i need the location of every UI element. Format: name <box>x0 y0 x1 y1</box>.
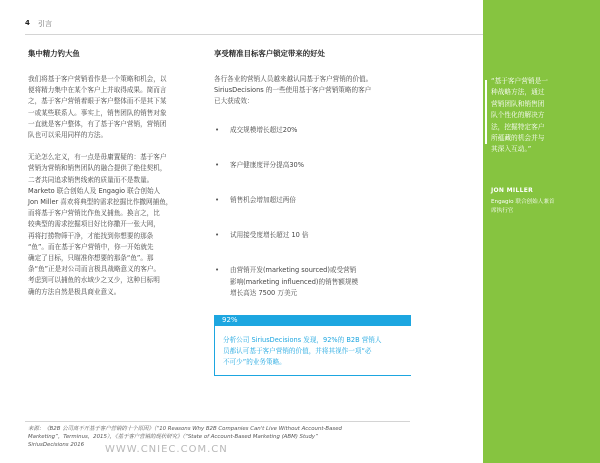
bullet-icon: • <box>215 231 220 240</box>
stat-description-line: 分析公司 SiriusDecisions 发现，92%的 B2B 营销人 <box>223 336 382 344</box>
paragraph <box>28 74 200 141</box>
paragraph-line: 确的方法自然是极具商业意义。 <box>28 287 121 296</box>
paragraph <box>28 152 200 298</box>
intro-paragraph <box>214 74 412 108</box>
paragraph-line: 确定了目标，只瞄准你想要的那条“鱼”。那 <box>28 254 154 263</box>
paragraph-line: 已大获成效： <box>214 97 254 106</box>
pull-quote-line: 所蕴藏的机会并与 <box>491 134 545 143</box>
paragraph-line: SiriusDecisions 的一些使用基于客户营销策略的客户 <box>214 86 372 95</box>
paragraph-line: 营销为营销和销售团队的融合提供了绝佳契机， <box>28 164 167 173</box>
list-item-text: 客户健康度评分提高30% <box>230 160 304 169</box>
quote-author-role <box>491 198 586 215</box>
paragraph-line: “鱼”。而在基于客户营销中，你一开始就先 <box>28 242 154 251</box>
quote-author-role-line: 席执行官 <box>491 207 514 214</box>
pull-quote-line: 其深入互动。” <box>491 145 532 154</box>
bullet-icon: • <box>215 266 220 275</box>
paragraph-line: 无论怎么定义，有一点是毋庸置疑的：基于客户 <box>28 153 167 162</box>
list-item <box>214 160 412 171</box>
pull-quote-line: 营销团队和销售团 <box>491 99 545 108</box>
list-item <box>214 265 412 299</box>
pull-quote-line: 队个性化的解决方 <box>491 111 545 120</box>
pull-quote <box>491 76 589 156</box>
section-title: 引言 <box>38 20 52 28</box>
stat-description <box>223 335 405 369</box>
list-item-text: 销售机会增加超过两倍 <box>230 196 296 205</box>
list-item <box>214 195 412 206</box>
pull-quote-line: “基于客户营销是一 <box>491 77 548 85</box>
footer-divider <box>25 421 410 422</box>
list-item <box>214 230 412 241</box>
paragraph-line: 考虑到可以捕鱼的水域少之又少，这种目标明 <box>28 276 160 285</box>
header-divider <box>25 34 493 35</box>
paragraph-line: 条“鱼”正是对公司而言极具战略意义的客户。 <box>28 265 161 274</box>
middle-column-heading: 享受精准目标客户锁定带来的好处 <box>214 49 325 58</box>
paragraph-line: Jon Miller 喜欢将典型的需求挖掘比作撒网捕鱼， <box>28 198 173 207</box>
paragraph-line: 而将基于客户营销比作鱼叉捕鱼。换言之，比 <box>28 209 160 218</box>
left-column-heading: 集中精力钓大鱼 <box>28 49 80 58</box>
footnote-line: SiriusDecisions 2016 <box>28 442 85 449</box>
paragraph-line: 队也可以采用同样的方法。 <box>28 131 108 140</box>
bullet-icon: • <box>215 196 220 205</box>
list-item-text: 试用接受度增长超过 10 倍 <box>230 231 309 240</box>
list-item-text: 成交规模增长超过20% <box>230 125 298 134</box>
paragraph-line: 一或某些联系人。事实上，销售团队的销售对象 <box>28 108 167 117</box>
quote-author-role-line: Engagio 联合创始人兼首 <box>491 199 555 205</box>
paragraph-line: 一直就是客户整体，有了基于客户营销，营销团 <box>28 119 167 128</box>
page-number: 4 <box>25 19 30 27</box>
stat-highlight-bar <box>214 315 411 326</box>
bullet-icon: • <box>215 160 220 169</box>
pull-quote-line: 种战略方法，通过 <box>491 88 545 97</box>
left-column <box>28 48 200 309</box>
stat-callout-box <box>214 326 411 376</box>
pull-quote-line: 法，挖掘特定客户 <box>491 122 545 131</box>
watermark-text: WWW.CNIEC.COM.CN <box>105 444 228 455</box>
list-item-text: 增长高达 7500 万美元 <box>230 288 298 297</box>
paragraph-line: 我们将基于客户营销看作是一个策略和机会，以 <box>28 75 167 83</box>
stat-description-line: 不可少”的业务策略。 <box>223 358 286 367</box>
paragraph-line: 之，基于客户营销着眼于客户整体而不是其下某 <box>28 97 167 106</box>
benefits-list <box>214 125 412 299</box>
stat-value: 92% <box>222 316 238 324</box>
stat-description-line: 员都认可基于客户营销的价值，并将其视作一项“必 <box>223 347 372 356</box>
quote-bar <box>485 80 487 144</box>
list-item-text: 由营销开发(marketing sourced)或受营销 <box>230 266 357 275</box>
footnote-line: 来源：《B2B 公司离不开基于客户营销的十个原因》（“10 Reasons Why B2B Companies Can't Live Without Account-Based <box>28 426 342 432</box>
paragraph-line: 二者共同追求销售线索的质量而不是数量。 <box>28 175 154 184</box>
footnote-line: Marketing”，Terminus，2015），《基于客户营销的现状研究》（“State of Account-Based Marketing (ABM) Study” <box>28 434 318 441</box>
bullet-icon: • <box>215 125 220 134</box>
paragraph-line: Marketo 联合创始人及 Engagio 联合创始人 <box>28 186 161 195</box>
paragraph-line: 各行各业的营销人员越来越认同基于客户营销的价值。 <box>214 75 373 83</box>
middle-column <box>214 48 412 323</box>
paragraph-line: 再将打捞物筛干净，才能找到你想要的那条 <box>28 231 154 240</box>
list-item <box>214 125 412 136</box>
list-item-text: 影响(marketing influenced)的销售额规模 <box>230 277 359 286</box>
paragraph-line: 较典型的需求挖掘项目好比你撒开一张大网， <box>28 220 160 229</box>
quote-sidebar <box>483 0 600 463</box>
quote-author-name: JON MILLER <box>491 187 534 194</box>
paragraph-line: 便将精力集中在某个客户上并取得成果。简而言 <box>28 86 167 95</box>
